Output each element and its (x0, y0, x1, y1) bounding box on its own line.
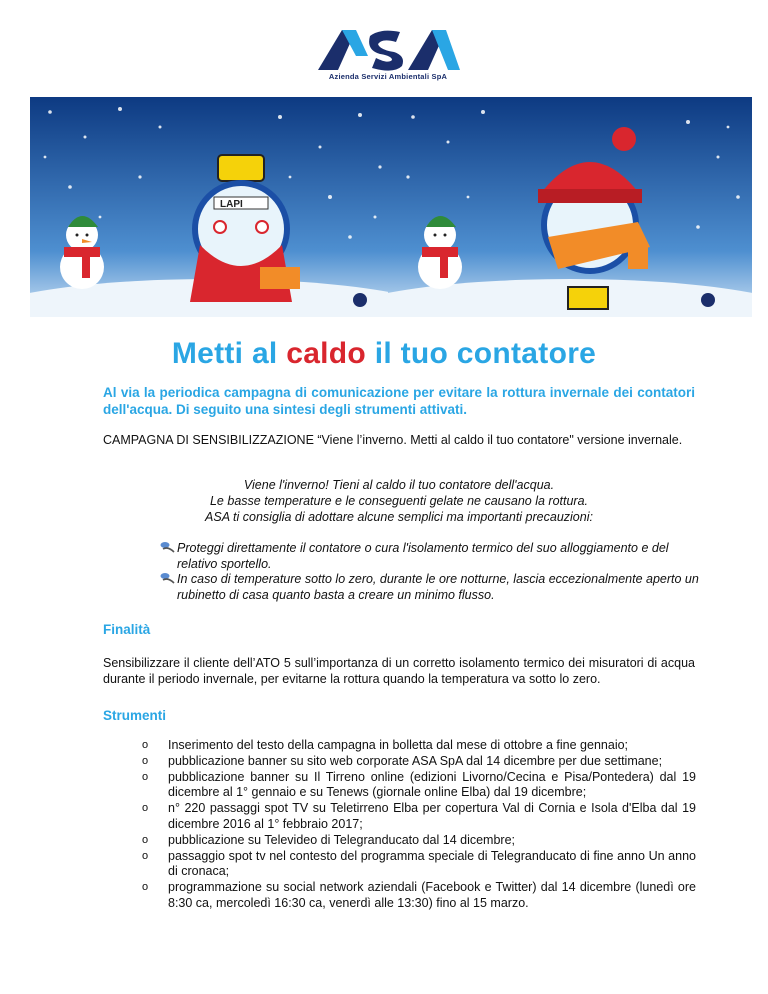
list-item (142, 880, 696, 912)
list-item-text: Inserimento del testo della campagna in bolletta dal mese di ottobre a fine gennaio; (168, 738, 629, 752)
asa-logo-mark (308, 26, 468, 72)
finalita-text: Sensibilizzare il cliente dell’ATO 5 sull’importanza di un corretto isolamento termico dei misuratori di acqua durante il periodo invernale, per evitarne la rottura quando la temperatura va sotto lo zero. (103, 656, 695, 686)
section-title-finalita: Finalità (103, 622, 151, 637)
list-item (142, 801, 696, 833)
title-part-3: il tuo contatore (366, 337, 597, 370)
precautions-list (160, 541, 700, 603)
campaign-paragraph: CAMPAGNA DI SENSIBILIZZAZIONE “Viene l’inverno. Metti al caldo il tuo contatore" versione invernale. (103, 433, 683, 447)
banner-image-meter-hat (388, 97, 752, 317)
title-part-2: caldo (286, 337, 367, 370)
precaution-item (160, 541, 700, 572)
logo-text: Azienda Servizi Ambientali SpA (328, 72, 448, 81)
list-marker: o (142, 739, 149, 751)
precaution-item (160, 572, 700, 603)
list-marker: o (142, 849, 149, 862)
quote-line-2: Le basse temperature e le conseguenti gelate ne causano la rottura. (209, 494, 589, 508)
section-title-strumenti: Strumenti (103, 708, 167, 723)
title-part-1: Metti al (171, 337, 287, 370)
list-item-text: pubblicazione banner su sito web corporate ASA SpA dal 14 dicembre per due settimane; (168, 753, 663, 768)
list-item (142, 770, 696, 802)
campaign-quote (103, 477, 695, 525)
bullet-icon (160, 571, 175, 590)
list-item (142, 754, 696, 770)
page-title (0, 337, 768, 371)
banner-image-meter-scarf (30, 97, 394, 317)
intro-paragraph: Al via la periodica campagna di comunicazione per evitare la rottura invernale dei contatori dell'acqua. Di seguito una sintesi degli strumenti attivati. (103, 385, 695, 417)
list-marker: o (142, 833, 149, 846)
list-item (142, 738, 696, 754)
bullet-icon (160, 540, 175, 559)
list-item-text: n° 220 passaggi spot TV su Teletirreno Elba per copertura Val di Cornia e Isola d'Elba dal 19 dicembre 2016 al 1° febbraio 2017; (168, 801, 696, 831)
precaution-text: In caso di temperature sotto lo zero, durante le ore notturne, lascia eccezionalmente aperto un rubinetto di casa quanto basta a creare un minimo flusso. (177, 572, 699, 602)
quote-line-1: Viene l'inverno! Tieni al caldo il tuo contatore dell'acqua. (243, 478, 555, 492)
list-item (142, 849, 696, 881)
precaution-text: Proteggi direttamente il contatore o cura l'isolamento termico del suo alloggiamento e del relativo sportello. (177, 541, 669, 571)
list-marker: o (142, 770, 149, 783)
svg-text:LAPI: LAPI (220, 199, 243, 210)
list-item-text: pubblicazione banner su Il Tirreno online (edizioni Livorno/Cecina e Pisa/Pontedera) dal 19 dicembre al 1° gennaio e su Tenews (giornale online Elba) dal 19 dicembre; (168, 769, 696, 800)
list-marker: o (142, 754, 149, 767)
list-marker: o (142, 802, 149, 815)
list-item-text: passaggio spot tv nel contesto del programma speciale di Telegranducato di fine anno Un anno di cronaca; (168, 848, 696, 879)
list-marker: o (142, 881, 149, 894)
asa-logo (308, 26, 468, 86)
strumenti-list (142, 738, 696, 912)
list-item-text: programmazione su social network aziendali (Facebook e Twitter) dal 14 dicembre (lunedì ore 8:30 ca, mercoledì 16:30 ca, venerdì alle 13:30) fino al 15 marzo. (168, 880, 696, 910)
quote-line-3: ASA ti consiglia di adottare alcune semplici ma importanti precauzioni: (205, 510, 593, 524)
list-item (142, 833, 696, 849)
list-item-text: pubblicazione su Televideo di Telegranducato dal 14 dicembre; (168, 832, 515, 847)
